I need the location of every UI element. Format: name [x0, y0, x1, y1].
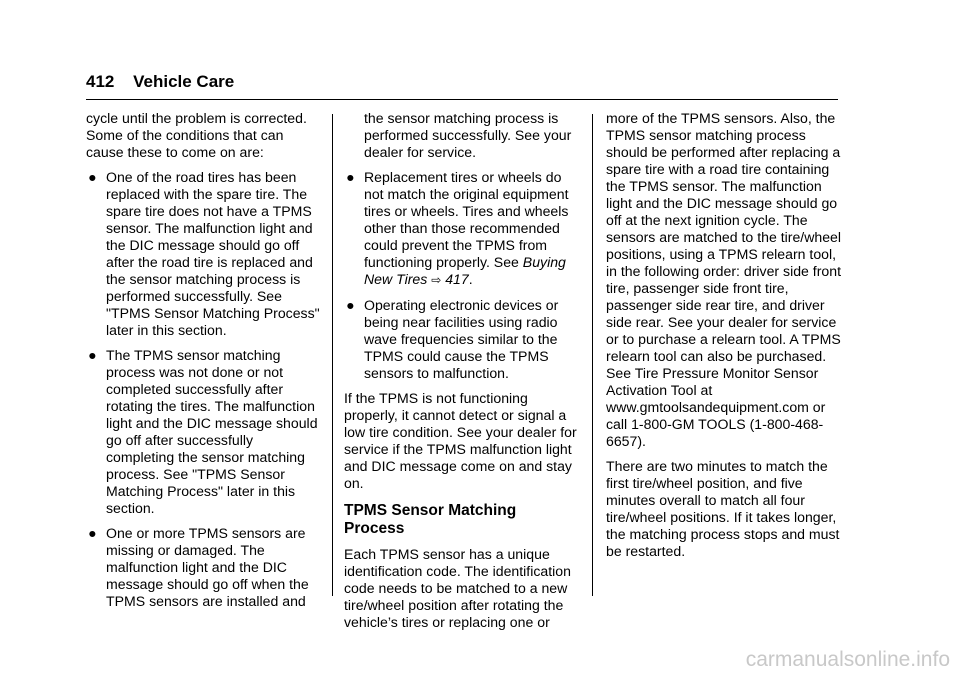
column-divider-2: [592, 114, 593, 596]
body-paragraph: If the TPMS is not functioning properly, it cannot detect or signal a low tire condition. See your dealer for service if the TPMS malfunction light and DIC message come on and stay on.: [344, 390, 577, 491]
intro-paragraph: cycle until the problem is corrected. Some of the conditions that can cause these to come on are:: [86, 110, 307, 160]
page-ref-arrow-icon: ⇨: [431, 273, 442, 287]
list-item: [344, 169, 580, 289]
sentence-end: .: [468, 271, 473, 287]
bullet-text: One of the road tires has been replaced with the spare tire. The spare tire does not have a TPMS sensor. The malfunction light and the DIC message should go off after the road tire is replaced and the sensor matching process is performed successfully. See "TPMS Sensor Matching Process" later in this section.: [106, 169, 320, 338]
list-item: [86, 169, 322, 339]
cross-reference-page[interactable]: 417: [445, 271, 469, 287]
column-2: [344, 110, 580, 639]
header-rule: [86, 99, 838, 100]
bullet-icon: ●: [88, 169, 97, 185]
list-item: [86, 347, 322, 517]
cross-reference-link[interactable]: Buying New Tires: [364, 254, 566, 287]
bullet-text: Operating electronic devices or being near facilities using radio wave frequencies similar to the TPMS could cause the TPMS sensors to malfunction.: [364, 297, 559, 381]
bullet-text: One or more TPMS sensors are missing or damaged. The malfunction light and the DIC message should go off when the TPMS sensors are installed and: [106, 525, 309, 609]
list-item: [344, 297, 580, 382]
body-paragraph: There are two minutes to match the first tire/wheel position, and five minutes overall to match all four tire/wheel positions. If it takes longer, the matching process stops and must be restarted.: [606, 458, 840, 559]
bullet-icon: ●: [88, 525, 97, 541]
list-item: [86, 525, 322, 610]
column-1: [86, 110, 322, 618]
bullet-text: The TPMS sensor matching process was not done or not completed successfully after rotating the tires. The malfunction light and the DIC message should go off after successfully completing the sensor matching process. See "TPMS Sensor Matching Process" later in this section.: [106, 347, 318, 516]
bullet-text: Replacement tires or wheels do not match the original equipment tires or wheels. Tires and wheels other than those recommended could prevent the TPMS from functioning properly. See: [364, 169, 569, 270]
bullet-continuation: the sensor matching process is performed successfully. See your dealer for service.: [364, 110, 572, 160]
bullet-icon: ●: [346, 169, 355, 185]
watermark: carmanualsonline.info: [745, 648, 950, 671]
page-header: [86, 70, 234, 94]
bullet-icon: ●: [346, 297, 355, 313]
body-paragraph: more of the TPMS sensors. Also, the TPMS sensor matching process should be performed after replacing a spare tire with a road tire containing the TPMS sensor. The malfunction light and the DIC message should go off at the next ignition cycle. The sensors are matched to the tire/wheel positions, using a TPMS relearn tool, in the following order: driver side front tire, passenger side front tire, passenger side rear tire, and driver side rear. See your dealer for service or to purchase a relearn tool. A TPMS relearn tool can also be purchased. See Tire Pressure Monitor Sensor Activation Tool at www.gmtoolsandequipment.com or call 1-800-GM TOOLS (1-800-468-6657).: [606, 110, 842, 449]
page-number: 412: [86, 72, 115, 91]
section-subheading: TPMS Sensor Matching Process: [344, 502, 517, 537]
column-3: [606, 110, 842, 568]
body-paragraph: Each TPMS sensor has a unique identification code. The identification code needs to be matched to a new tire/wheel position after rotating the vehicle’s tires or replacing one or: [344, 546, 571, 630]
bullet-icon: ●: [88, 347, 97, 363]
section-title: Vehicle Care: [133, 72, 235, 91]
column-divider-1: [332, 114, 333, 596]
